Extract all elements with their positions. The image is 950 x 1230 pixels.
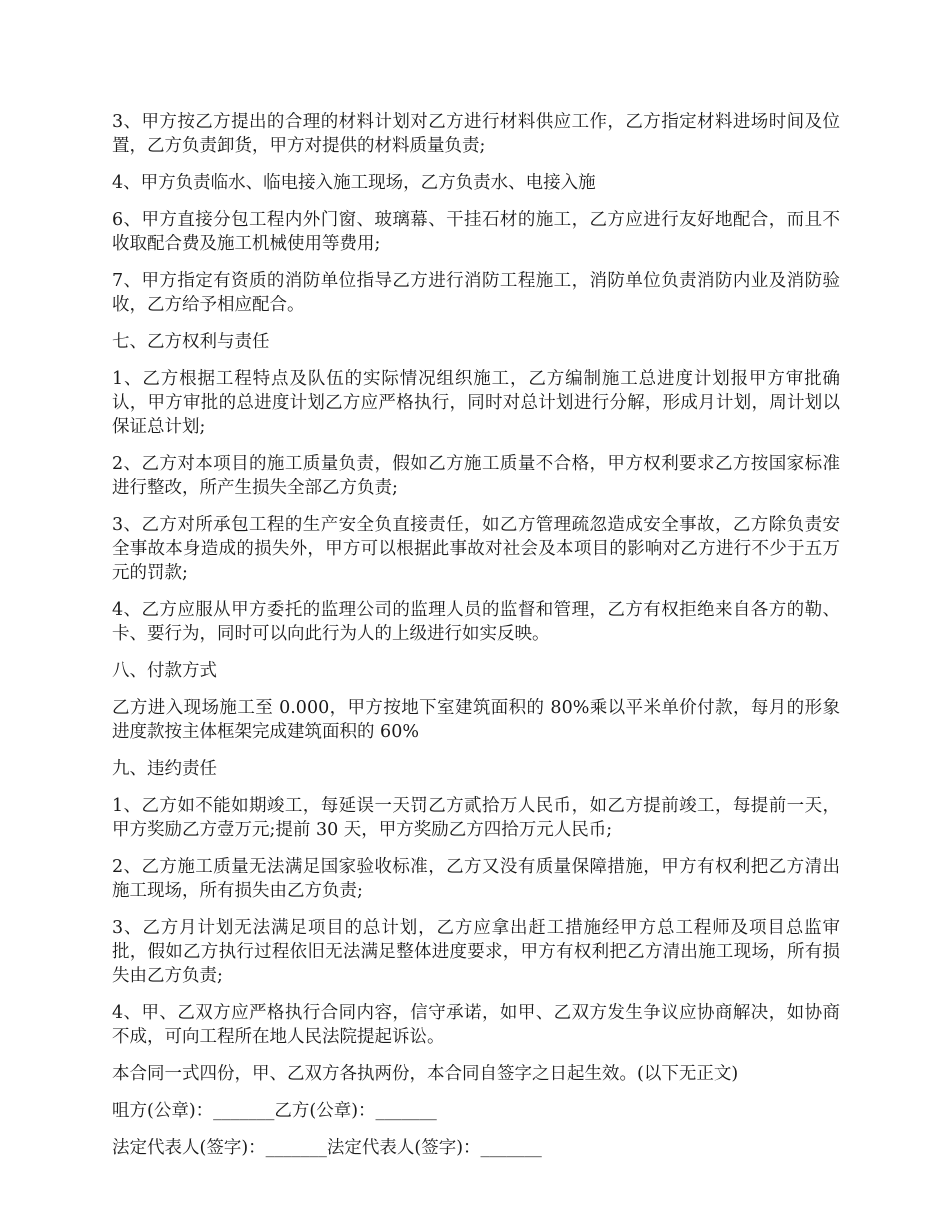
clause-paragraph: 6、甲方直接分包工程内外门窗、玻璃幕、干挂石材的施工，乙方应进行友好地配合，而且不收取配合费及施工机械使用等费用;: [112, 210, 840, 254]
clause-paragraph: 乙方进入现场施工至 0.000，甲方按地下室建筑面积的 80%乘以平米单价付款，每月的形象进度款按主体框架完成建筑面积的 60%: [112, 698, 840, 742]
section-heading: 七、乙方权利与责任: [112, 332, 270, 352]
document-body: [112, 110, 840, 1173]
section-heading: 九、违约责任: [112, 759, 217, 779]
clause-paragraph: 4、甲、乙双方应严格执行合同内容，信守承诺，如甲、乙双方发生争议应协商解决，如协商不成，可向工程所在地人民法院提起诉讼。: [112, 1003, 840, 1047]
clause-paragraph: 7、甲方指定有资质的消防单位指导乙方进行消防工程施工，消防单位负责消防内业及消防验收，乙方给予相应配合。: [112, 271, 840, 315]
signature-line: 法定代表人(签字)：_______法定代表人(签字)：_______: [112, 1138, 542, 1158]
clause-paragraph: 2、乙方施工质量无法满足国家验收标准，乙方又没有质量保障措施，甲方有权利把乙方清出施工现场，所有损失由乙方负责;: [112, 857, 840, 901]
clause-paragraph: 1、乙方根据工程特点及队伍的实际情况组织施工，乙方编制施工总进度计划报甲方审批确认，甲方审批的总进度计划乙方应严格执行，同时对总计划进行分解，形成月计划，周计划以保证总计划;: [112, 369, 840, 437]
closing-statement: 本合同一式四份，甲、乙双方各执两份，本合同自签字之日起生效。(以下无正文): [112, 1064, 739, 1084]
section-heading: 八、付款方式: [112, 661, 217, 681]
clause-paragraph: 3、甲方按乙方提出的合理的材料计划对乙方进行材料供应工作，乙方指定材料进场时间及位置，乙方负责卸货，甲方对提供的材料质量负责;: [112, 112, 840, 156]
clause-paragraph: 4、甲方负责临水、临电接入施工现场，乙方负责水、电接入施: [112, 173, 596, 193]
clause-paragraph: 3、乙方对所承包工程的生产安全负直接责任，如乙方管理疏忽造成安全事故，乙方除负责安全事故本身造成的损失外，甲方可以根据此事故对社会及本项目的影响对乙方进行不少于五万元的罚款;: [112, 515, 840, 583]
seal-line: 咀方(公章)：_______乙方(公章)：_______: [112, 1101, 437, 1121]
clause-paragraph: 3、乙方月计划无法满足项目的总计划，乙方应拿出赶工措施经甲方总工程师及项目总监审批，假如乙方执行过程依旧无法满足整体进度要求，甲方有权利把乙方清出施工现场，所有损失由乙方负责;: [112, 918, 840, 986]
clause-paragraph: 4、乙方应服从甲方委托的监理公司的监理人员的监督和管理，乙方有权拒绝来自各方的勒、卡、要行为，同时可以向此行为人的上级进行如实反映。: [112, 600, 840, 644]
clause-paragraph: 2、乙方对本项目的施工质量负责，假如乙方施工质量不合格，甲方权利要求乙方按国家标准进行整改，所产生损失全部乙方负责;: [112, 454, 840, 498]
clause-paragraph: 1、乙方如不能如期竣工，每延误一天罚乙方贰拾万人民币，如乙方提前竣工，每提前一天，甲方奖励乙方壹万元;提前 30 天，甲方奖励乙方四拾万元人民币;: [112, 796, 840, 840]
